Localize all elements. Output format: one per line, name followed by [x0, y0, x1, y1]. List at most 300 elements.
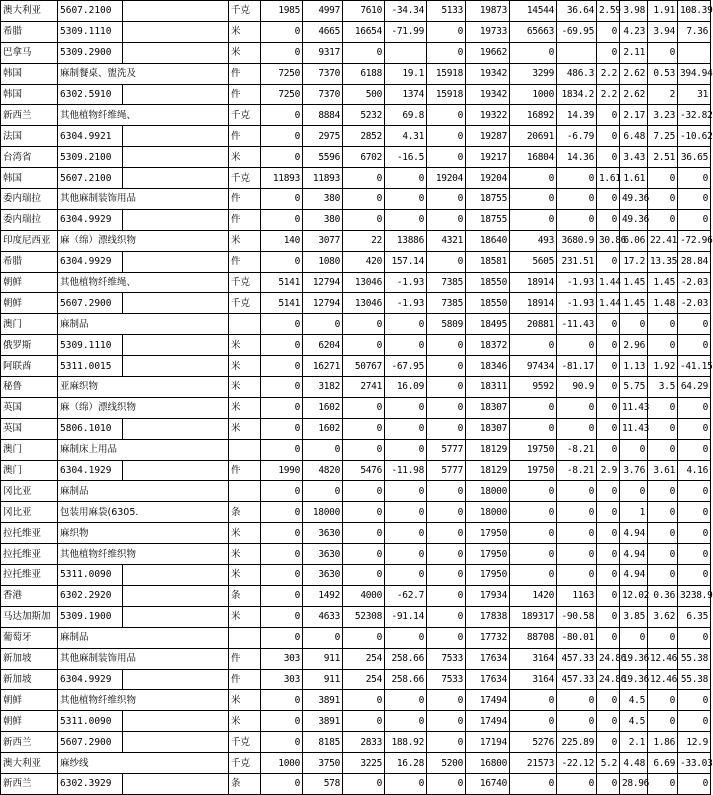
value-cell: 5777 [427, 439, 466, 460]
value-cell: 0 [597, 189, 620, 210]
value-cell: 1602 [303, 397, 343, 418]
value-cell: -62.7 [385, 585, 427, 606]
value-cell: 0 [385, 209, 427, 230]
hs-code-cell: 5309.2900 [58, 42, 123, 63]
unit-cell: 米 [229, 606, 261, 627]
value-cell: 28.84 [678, 251, 711, 272]
value-cell: 88708 [510, 627, 557, 648]
value-cell: 1.92 [648, 356, 678, 377]
country-cell: 澳门 [1, 314, 58, 335]
product-name-cell: 麻制餐桌、盥洗及 [58, 63, 229, 84]
value-cell: 0 [648, 42, 678, 63]
unit-cell: 千克 [229, 168, 261, 189]
unit-cell: 米 [229, 711, 261, 732]
value-cell: 17950 [466, 565, 510, 586]
value-cell: 0 [261, 732, 303, 753]
value-cell: 2.62 [620, 63, 648, 84]
value-cell: 7610 [343, 1, 385, 22]
value-cell: 18550 [466, 293, 510, 314]
value-cell: 0 [557, 481, 597, 502]
value-cell: 4665 [303, 21, 343, 42]
country-cell: 澳门 [1, 439, 58, 460]
value-cell: 0 [510, 711, 557, 732]
value-cell [678, 42, 711, 63]
unit-cell: 米 [229, 523, 261, 544]
value-cell: 18914 [510, 272, 557, 293]
value-cell: 12.02 [620, 585, 648, 606]
value-cell: 4.94 [620, 544, 648, 565]
unit-cell: 件 [229, 126, 261, 147]
value-cell: 1000 [261, 753, 303, 774]
value-cell: 0 [261, 690, 303, 711]
value-cell: 0 [261, 209, 303, 230]
country-cell: 韩国 [1, 84, 58, 105]
table-row [1, 544, 711, 565]
value-cell: 18755 [466, 189, 510, 210]
value-cell: 0 [427, 481, 466, 502]
value-cell: 19204 [427, 168, 466, 189]
value-cell: 5605 [510, 251, 557, 272]
unit-cell: 条 [229, 773, 261, 794]
hs-code-cell: 5309.1110 [58, 21, 123, 42]
value-cell: 258.66 [385, 669, 427, 690]
hs-code-cell: 5806.1010 [58, 418, 123, 439]
value-cell: 12.46 [648, 648, 678, 669]
value-cell: 0 [597, 544, 620, 565]
value-cell: 5276 [510, 732, 557, 753]
value-cell: 0 [261, 711, 303, 732]
value-cell: -90.58 [557, 606, 597, 627]
value-cell: 0 [597, 418, 620, 439]
table-row [1, 439, 711, 460]
unit-cell: 件 [229, 209, 261, 230]
value-cell: 11.43 [620, 418, 648, 439]
country-cell: 新加坡 [1, 669, 58, 690]
table-row [1, 481, 711, 502]
table-row [1, 627, 711, 648]
value-cell: 0 [597, 606, 620, 627]
value-cell: 13046 [343, 293, 385, 314]
country-cell: 台湾省 [1, 147, 58, 168]
table-row [1, 63, 711, 84]
value-cell: 0 [557, 690, 597, 711]
value-cell: 0 [557, 209, 597, 230]
value-cell: 0 [343, 439, 385, 460]
value-cell: -80.01 [557, 627, 597, 648]
value-cell: 1.13 [620, 356, 648, 377]
table-row [1, 126, 711, 147]
value-cell: 486.3 [557, 63, 597, 84]
value-cell: 3238.9 [678, 585, 711, 606]
value-cell: 5.75 [620, 377, 648, 398]
value-cell: 12794 [303, 293, 343, 314]
value-cell: 19342 [466, 63, 510, 84]
table-row [1, 356, 711, 377]
value-cell: 18129 [466, 460, 510, 481]
value-cell: 0 [427, 147, 466, 168]
value-cell: 0 [261, 502, 303, 523]
value-cell: 0 [261, 585, 303, 606]
value-cell: 0 [427, 627, 466, 648]
country-cell: 朝鲜 [1, 711, 58, 732]
value-cell: 0 [648, 502, 678, 523]
value-cell: 20691 [510, 126, 557, 147]
value-cell: 0 [261, 439, 303, 460]
value-cell: 0 [648, 523, 678, 544]
value-cell: 0 [261, 418, 303, 439]
value-cell: -81.17 [557, 356, 597, 377]
value-cell: 0 [648, 209, 678, 230]
product-name-cell [123, 168, 229, 189]
value-cell: 0 [648, 690, 678, 711]
value-cell: 3225 [343, 753, 385, 774]
hs-code-cell: 6302.2920 [58, 585, 123, 606]
value-cell: 6.06 [620, 230, 648, 251]
value-cell: 0 [261, 523, 303, 544]
value-cell: 17494 [466, 711, 510, 732]
value-cell: 0 [261, 335, 303, 356]
value-cell: 0 [261, 21, 303, 42]
value-cell: 8884 [303, 105, 343, 126]
value-cell: 0 [510, 544, 557, 565]
table-row [1, 460, 711, 481]
value-cell: 303 [261, 648, 303, 669]
value-cell: 0 [303, 439, 343, 460]
table-row [1, 335, 711, 356]
value-cell: 0 [343, 189, 385, 210]
value-cell: 3.23 [648, 105, 678, 126]
value-cell: 16804 [510, 147, 557, 168]
hs-code-cell: 6304.9921 [58, 126, 123, 147]
value-cell: 4.48 [620, 753, 648, 774]
product-name-cell: 其他麻制装饰用品 [58, 648, 229, 669]
hs-code-cell: 5309.2100 [58, 147, 123, 168]
value-cell: 7533 [427, 648, 466, 669]
hs-code-cell: 6304.9929 [58, 251, 123, 272]
table-row [1, 251, 711, 272]
value-cell: 0 [597, 585, 620, 606]
value-cell: 4000 [343, 585, 385, 606]
value-cell: 2.11 [620, 42, 648, 63]
table-row [1, 314, 711, 335]
value-cell: 0 [261, 773, 303, 794]
product-name-cell [123, 606, 229, 627]
value-cell: 0 [597, 21, 620, 42]
product-name-cell [123, 669, 229, 690]
value-cell: 1000 [510, 84, 557, 105]
value-cell: -32.82 [678, 105, 711, 126]
country-cell: 香港 [1, 585, 58, 606]
value-cell: 457.33 [557, 669, 597, 690]
value-cell: 0 [648, 544, 678, 565]
value-cell: 0 [385, 565, 427, 586]
value-cell: 18346 [466, 356, 510, 377]
value-cell: 18581 [466, 251, 510, 272]
value-cell: 12794 [303, 272, 343, 293]
value-cell: 0 [427, 565, 466, 586]
value-cell: -67.95 [385, 356, 427, 377]
value-cell: 18000 [466, 481, 510, 502]
country-cell: 希腊 [1, 251, 58, 272]
value-cell: 7250 [261, 84, 303, 105]
table-row [1, 293, 711, 314]
value-cell: 2.96 [620, 335, 648, 356]
unit-cell: 千克 [229, 1, 261, 22]
value-cell: 0 [427, 105, 466, 126]
value-cell: 1163 [557, 585, 597, 606]
country-cell: 巴拿马 [1, 42, 58, 63]
value-cell: 0 [510, 397, 557, 418]
unit-cell [229, 439, 261, 460]
product-name-cell: 其他植物纤维织物 [58, 690, 229, 711]
value-cell: 0 [678, 773, 711, 794]
value-cell: 7370 [303, 63, 343, 84]
value-cell: 0 [343, 335, 385, 356]
value-cell: 18372 [466, 335, 510, 356]
value-cell: 0 [385, 189, 427, 210]
value-cell: 16800 [466, 753, 510, 774]
unit-cell: 千克 [229, 732, 261, 753]
value-cell: 0 [597, 732, 620, 753]
value-cell: 0 [385, 773, 427, 794]
table-body [1, 1, 711, 795]
value-cell: 0 [597, 627, 620, 648]
hs-code-cell: 5309.1900 [58, 606, 123, 627]
value-cell: 0 [648, 397, 678, 418]
value-cell: 3.85 [620, 606, 648, 627]
value-cell: 97434 [510, 356, 557, 377]
value-cell: 19.1 [385, 63, 427, 84]
table-row [1, 272, 711, 293]
value-cell: 19750 [510, 460, 557, 481]
value-cell: 0 [261, 189, 303, 210]
value-cell: 2.9 [597, 460, 620, 481]
value-cell: 0 [261, 147, 303, 168]
country-cell: 新西兰 [1, 105, 58, 126]
value-cell: 2975 [303, 126, 343, 147]
value-cell: 0 [648, 189, 678, 210]
country-cell: 朝鲜 [1, 690, 58, 711]
value-cell: 3630 [303, 565, 343, 586]
value-cell: 1.44 [597, 293, 620, 314]
value-cell: 0 [427, 189, 466, 210]
value-cell: 0 [678, 502, 711, 523]
unit-cell: 千克 [229, 105, 261, 126]
value-cell: 0 [303, 627, 343, 648]
value-cell: 5232 [343, 105, 385, 126]
value-cell: 2833 [343, 732, 385, 753]
value-cell: 0 [597, 209, 620, 230]
value-cell: 0 [557, 773, 597, 794]
value-cell: 225.89 [557, 732, 597, 753]
value-cell: 0.53 [648, 63, 678, 84]
value-cell: 19287 [466, 126, 510, 147]
value-cell: 0 [557, 397, 597, 418]
product-name-cell: 麻（绵）漂线织物 [58, 230, 229, 251]
table-row [1, 711, 711, 732]
value-cell: 0 [648, 711, 678, 732]
product-name-cell: 麻制品 [58, 627, 229, 648]
value-cell: 52308 [343, 606, 385, 627]
value-cell: 4820 [303, 460, 343, 481]
product-name-cell [123, 335, 229, 356]
value-cell: 0 [261, 377, 303, 398]
table-row [1, 105, 711, 126]
country-cell: 印度尼西亚 [1, 230, 58, 251]
value-cell: 4.5 [620, 690, 648, 711]
value-cell: 3299 [510, 63, 557, 84]
value-cell: 11.43 [620, 397, 648, 418]
value-cell: 0 [678, 544, 711, 565]
value-cell: 0 [427, 690, 466, 711]
value-cell: -11.43 [557, 314, 597, 335]
value-cell: 108.39 [678, 1, 711, 22]
country-cell: 秘鲁 [1, 377, 58, 398]
value-cell: 420 [343, 251, 385, 272]
table-row [1, 147, 711, 168]
value-cell: -41.15 [678, 356, 711, 377]
value-cell: 0 [510, 418, 557, 439]
value-cell: 64.29 [678, 377, 711, 398]
unit-cell: 千克 [229, 272, 261, 293]
country-cell: 拉托维亚 [1, 565, 58, 586]
value-cell: 0 [557, 544, 597, 565]
value-cell: 0 [678, 711, 711, 732]
value-cell: 18550 [466, 272, 510, 293]
value-cell: 1420 [510, 585, 557, 606]
value-cell: 6.35 [678, 606, 711, 627]
value-cell: 0 [261, 105, 303, 126]
unit-cell [229, 314, 261, 335]
value-cell: 0 [678, 335, 711, 356]
value-cell: 2.1 [620, 732, 648, 753]
product-name-cell [123, 460, 229, 481]
value-cell: -8.21 [557, 460, 597, 481]
value-cell: 500 [343, 84, 385, 105]
value-cell: 5133 [427, 1, 466, 22]
value-cell: 1 [620, 502, 648, 523]
country-cell: 希腊 [1, 21, 58, 42]
value-cell: 3182 [303, 377, 343, 398]
value-cell: 4321 [427, 230, 466, 251]
value-cell: 303 [261, 669, 303, 690]
country-cell: 朝鲜 [1, 272, 58, 293]
hs-code-cell: 6302.5910 [58, 84, 123, 105]
product-name-cell: 其他麻制装饰用品 [58, 189, 229, 210]
unit-cell: 件 [229, 63, 261, 84]
country-cell: 阿联酋 [1, 356, 58, 377]
unit-cell: 米 [229, 21, 261, 42]
value-cell: 0 [427, 356, 466, 377]
table-row [1, 502, 711, 523]
value-cell: 0 [648, 314, 678, 335]
value-cell: 0 [343, 42, 385, 63]
value-cell: 2 [648, 84, 678, 105]
value-cell: 1.45 [620, 293, 648, 314]
value-cell: 0 [303, 481, 343, 502]
product-name-cell [123, 209, 229, 230]
unit-cell: 件 [229, 189, 261, 210]
value-cell: -1.93 [385, 293, 427, 314]
value-cell: -1.93 [557, 293, 597, 314]
value-cell: 0 [427, 585, 466, 606]
table-row [1, 84, 711, 105]
product-name-cell [123, 1, 229, 22]
table-row [1, 585, 711, 606]
product-name-cell: 其他植物纤维绳、 [58, 105, 229, 126]
value-cell: 0 [385, 335, 427, 356]
value-cell: 36.64 [557, 1, 597, 22]
value-cell: 13046 [343, 272, 385, 293]
country-cell: 英国 [1, 397, 58, 418]
value-cell: 0 [427, 711, 466, 732]
country-cell: 法国 [1, 126, 58, 147]
unit-cell: 件 [229, 648, 261, 669]
unit-cell [229, 481, 261, 502]
country-cell: 澳门 [1, 460, 58, 481]
value-cell: 7385 [427, 272, 466, 293]
value-cell: 0 [557, 418, 597, 439]
value-cell: 0 [620, 627, 648, 648]
value-cell: 0 [510, 502, 557, 523]
product-name-cell: 麻（绵）漂线织物 [58, 397, 229, 418]
value-cell: 140 [261, 230, 303, 251]
value-cell: 19217 [466, 147, 510, 168]
value-cell [385, 42, 427, 63]
value-cell: 0 [678, 397, 711, 418]
value-cell: 18495 [466, 314, 510, 335]
value-cell: 0 [510, 481, 557, 502]
value-cell: -1.93 [385, 272, 427, 293]
value-cell: 0 [557, 168, 597, 189]
unit-cell: 千克 [229, 293, 261, 314]
value-cell: 0 [597, 502, 620, 523]
product-name-cell [123, 147, 229, 168]
hs-code-cell: 5309.1110 [58, 335, 123, 356]
value-cell: 3.98 [620, 1, 648, 22]
value-cell: 4997 [303, 1, 343, 22]
product-name-cell: 麻制品 [58, 481, 229, 502]
value-cell: 16.09 [385, 377, 427, 398]
value-cell: 3.62 [648, 606, 678, 627]
value-cell: 2741 [343, 377, 385, 398]
value-cell: 1.61 [620, 168, 648, 189]
value-cell: 4.94 [620, 565, 648, 586]
country-cell: 新西兰 [1, 773, 58, 794]
product-name-cell [123, 251, 229, 272]
value-cell: 0 [557, 523, 597, 544]
hs-code-cell: 5311.0090 [58, 711, 123, 732]
value-cell: 36.65 [678, 147, 711, 168]
value-cell: 0 [343, 168, 385, 189]
value-cell: 55.38 [678, 648, 711, 669]
value-cell: 1492 [303, 585, 343, 606]
value-cell: 0 [261, 42, 303, 63]
value-cell: 5141 [261, 293, 303, 314]
value-cell: 3630 [303, 544, 343, 565]
value-cell: 1374 [385, 84, 427, 105]
value-cell: 0 [678, 523, 711, 544]
value-cell: 0 [385, 397, 427, 418]
value-cell: 3164 [510, 648, 557, 669]
value-cell: 0 [597, 251, 620, 272]
value-cell: 2.2 [597, 84, 620, 105]
table-row [1, 209, 711, 230]
value-cell: 0 [597, 773, 620, 794]
value-cell: 14.39 [557, 105, 597, 126]
value-cell: 12.46 [648, 669, 678, 690]
country-cell: 拉托维亚 [1, 523, 58, 544]
